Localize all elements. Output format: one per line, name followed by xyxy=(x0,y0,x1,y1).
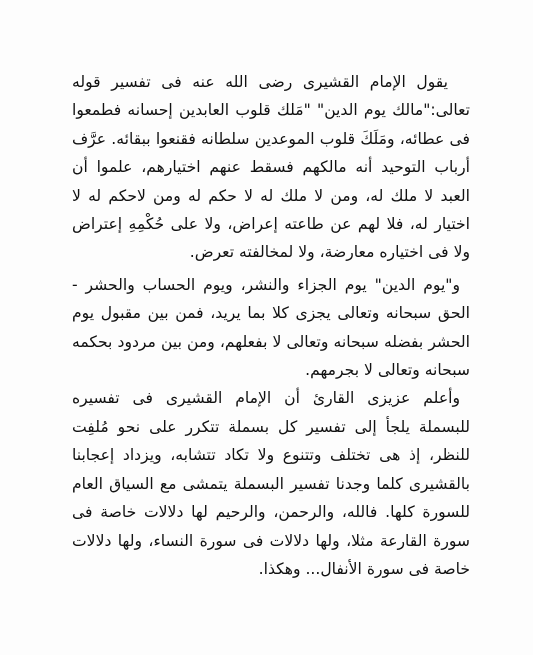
paragraph-basmala-commentary: وأعلم عزيزى القارئ أن الإمام القشيرى فى تفسيره للبسملة يلجأ إلى تفسير كل بسملة تتكرر على نحو مُلفِت للنظر، إذ هى تختلف وتتنوع ولا تكاد تتشابه، ويزداد إعجابنا بالقشيرى كلما وجدنا تفسير البسملة يتمشى مع السياق العام للسورة كلها. فالله، والرحمن، والرحيم لها دلالات خاصة فى سورة القارعة مثلا، ولها دلالات فى سورة النساء، ولها دلالات خاصة فى سورة الأنفال... وهكذا. xyxy=(72,389,470,578)
paragraph-day-of-judgment: و"يوم الدين" يوم الجزاء والنشر، ويوم الحساب والحشر - الحق سبحانه وتعالى يجزى كلا بما يريد، فمن بين مقبول يوم الحشر بفضله سبحانه وتعالى لا بفعلهم، ومن بين مردود بحكمه سبحانه وتعالى لا بجرمهم. xyxy=(72,275,470,380)
paragraph-qushayri-interpretation: يقول الإمام القشيرى رضى الله عنه فى تفسير قوله تعالى:"مالك يوم الدين" "مَلك قلوب العابدين إحسانه فطمعوا فى عطائه، ومَلَكَ قلوب الموعدين سلطانه فقنعوا ببقائه. عرَّف أرباب التوحيد أنه مالكهم فسقط عنهم اختيارهم، علموا أن العبد لا ملك له، ومن لا ملك له لا حكم له ومن لاحكم له لا اختيار له، فلا لهم عن طاعته إعراض، ولا على حُكْمِهِ إعتراض ولا فى اختياره معارضة، ولا لمخالفته تعرض. xyxy=(72,73,470,262)
body-text xyxy=(72,68,470,583)
